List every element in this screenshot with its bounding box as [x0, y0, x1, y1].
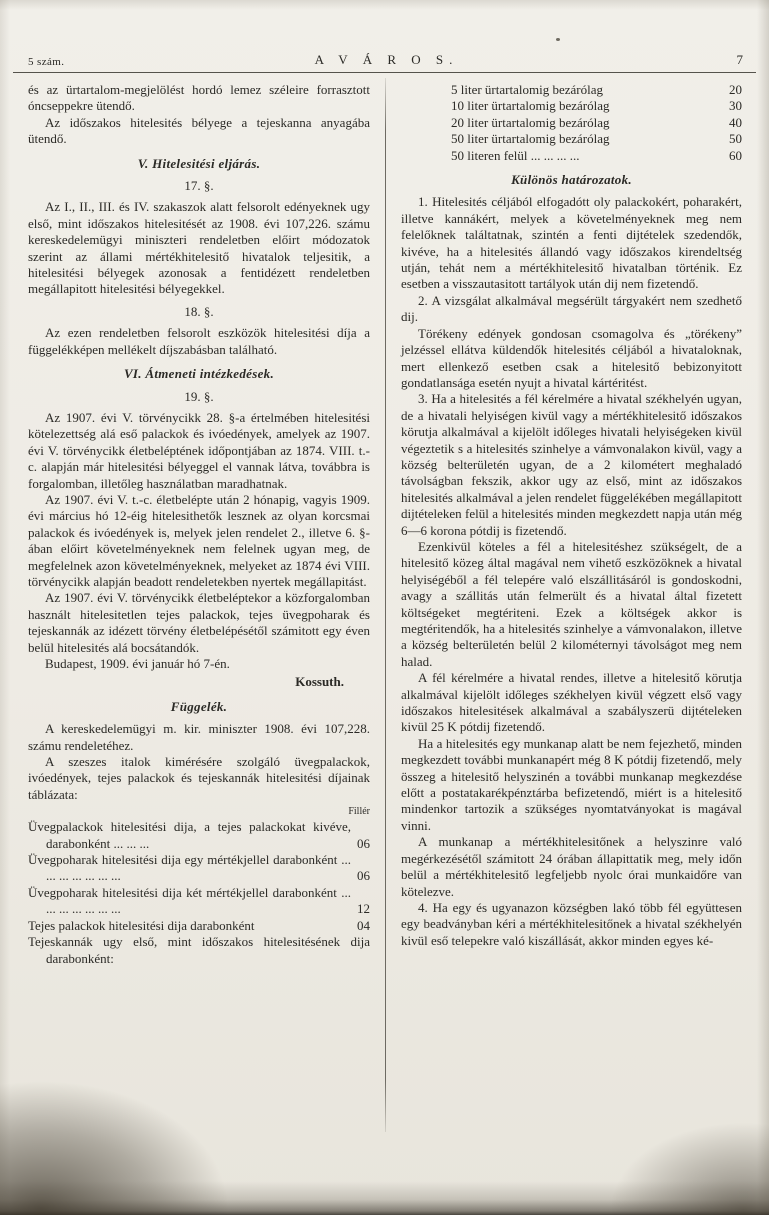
scan-shade-top: [0, 0, 769, 10]
section-heading: V. Hitelesitési eljárás.: [137, 155, 261, 171]
scan-shade-right: [757, 0, 769, 1215]
fee-item-value: 12: [357, 901, 370, 917]
paragraph: A fél kérelmére a hivatal rendes, illetve a hitelesitő körutja alkalmával kijelölt időleges székhelyen kivül végzett első vagy időszakos hitelesitések alkalmával a szabályszerü dijtételeken kivül 25 K pótdij fizetendő.: [401, 670, 742, 735]
section-heading: VI. Átmeneti intézkedések.: [123, 366, 275, 382]
fee-item-value: 04: [357, 917, 370, 933]
tariff-row: [401, 98, 742, 114]
fee-row: [28, 885, 370, 918]
section-number: 17. §.: [184, 178, 214, 194]
fee-item-text: Üvegpalackok hitelesitési dija, a tejes palackokat kivéve, darabonként ... ... ...: [28, 819, 351, 851]
paragraph: A szeszes italok kimérésére szolgáló üvegpalackok, ivóedények, tejes palackok és tejeskannák hitelesitési díjainak táblázata:: [28, 754, 370, 802]
tariff-row: [401, 148, 742, 164]
paragraph: 2. A vizsgálat alkalmával megsérült tárgyakért nem szedhető dij.: [401, 292, 742, 325]
fee-item-text: 50 liter ürtartalomig bezárólag: [451, 131, 610, 147]
fee-item-value: 20: [729, 82, 742, 97]
paragraph: Ha a hitelesités egy munkanap alatt be nem fejezhető, minden megkezdett további munkanapért még 8 K pótdij fizetendő, mely összeg a hitelesitő helyszinén a további munkanap megkezdése előtt a postatakarékpénztárba befizetendő, miért is a hitelesitő mindenkor tartozik a szükséges nyomtatványokat is magával vinni.: [401, 735, 742, 833]
issue-number: 5 szám.: [28, 56, 65, 68]
paragraph: A kereskedelemügyi m. kir. miniszter 1908. évi 107,228. számu rendeletéhez.: [28, 721, 370, 753]
tariff-row: [401, 115, 742, 131]
scan-shade-bottom: [0, 1181, 769, 1215]
scan-blot-bottom-left: [0, 1080, 230, 1215]
scan-speck: [556, 38, 560, 41]
paper-title: A V Á R O S.: [314, 52, 459, 67]
fee-item-text: 20 liter ürtartalomig bezárólag: [451, 114, 610, 130]
paragraph: Az ezen rendeletben felsorolt eszközök hitelesitési díja a függelékképen mellékelt díjszabásban található.: [28, 325, 370, 357]
section-heading: Különös határozatok.: [511, 172, 632, 188]
section-heading: Függelék.: [170, 698, 228, 714]
paragraph: Az 1907. évi V. t.-c. életbelépte után 2 hónapig, vagyis 1909. évi március hó 12-éig hitelesithetők lesznek az olyan korcsmai palackok és ivóedények is, melyek jelen rendelet 2., illetve 6. §-ában előirt követelményeknek nem felelnek ugyan meg, de megfelelnek azon követelményeknek, melyeket az 1874 évi VIII. törvénycikk alapján beadott rendeletekben nyertek megállapitást.: [28, 491, 370, 589]
paragraph: Az I., II., III. és IV. szakaszok alatt felsorolt edényeknek ugy első, mint időszakos hitelesitését az 1908. évi 107,226. számu kereskedelemügyi miniszteri rendeletben előirt módozatok szerint az állami mértékhitelesitő hivatalok teljesitik, a hitelesitési bélyegek azonosak a fentidézett rendeletben megállapitott hitelesitési bélyegekkel.: [28, 199, 370, 297]
fee-item-value: 60: [729, 147, 742, 163]
fee-item-text: 5 liter ürtartalomig bezárólag: [451, 82, 603, 97]
fee-item-value: 30: [729, 98, 742, 114]
paragraph: 4. Ha egy és ugyanazon községben lakó több fél együttesen egy beadványban kéri a mértékhitelesitőnek a hivatal székhelyén kivül eső telepekre való kiszállását, akkor minden egyes ké-: [401, 899, 742, 948]
fee-item-text: Tejes palackok hitelesitési dija darabonként: [28, 917, 255, 933]
fee-item-value: 50: [729, 131, 742, 147]
column-left: [28, 82, 370, 967]
fee-row: [28, 819, 370, 852]
paragraph: Ezenkivül köteles a fél a hitelesitéshez szükségelt, de a hitelesitő közeg által magával nem vihető eszközöknek a hivatal helyiségéből a fél telepére való elszállitásáról is gondoskodni, avagy a szállitás után felmerült és a hivatal által fizetett költségeket megtériteni. Ezek a költségek akkor is megtéritendők, ha a hitelesités szinhelye a vámvonalakon, illetve a község belterületén belül 2 kilométernyi távolságot meg nem halad.: [401, 538, 742, 669]
fee-item-text: 10 liter ürtartalomig bezárólag: [451, 98, 610, 114]
fee-row: [28, 934, 370, 967]
paragraph: Az 1907. évi V. törvénycikk 28. §-a értelmében hitelesitési kötelezettség alá eső palackok és ivóedények, amelyek az 1907. évi V. törvénycikk életbeléptének időpontjában az 1874. VIII. t.-c. alapján már hitelesitési bélyeggel el vannak látva, továbbra is forgalomban, illetőleg használatban maradhatnak.: [28, 409, 370, 491]
paragraph: 3. Ha a hitelesités a fél kérelmére a hivatal székhelyén ugyan, de a hivatali helyiségen kivül vagy a mértékhitelesitő időszakos körutja alkalmával a kijelölt időleges hivatali helyiségeken kivül végeztetik s a hitelesités szinhelye a vámvonalakon kivül, vagy a község belterületén ugyan, de a 2 kilométert meghaladó távolságban fekszik, akkor ugy az első, mint az időszakos hitelesités alkalmával a jelen rendelet függelékében megállapitott dijtételeken felül a hitelesités minden megkezdett napja után még 6—6 korona pótdij is fizetendő.: [401, 391, 742, 538]
fee-item-text: Üvegpoharak hitelesitési dija két mértékjellel darabonként ... ... ... ... ... ... ...: [28, 884, 351, 917]
tariff-row: [401, 131, 742, 147]
fee-item-value: 40: [729, 114, 742, 130]
fee-item-text: Tejeskannák ugy első, mint időszakos hitelesitésének dija darabonként:: [28, 934, 370, 966]
paragraph: és az ürtartalom-megjelölést hordó lemez széleire forrasztott óncseppekre ütendő.: [28, 82, 370, 114]
paragraph: Budapest, 1909. évi január hó 7-én.: [45, 656, 230, 671]
fee-item-value: 06: [357, 868, 370, 884]
fee-item-text: Üvegpoharak hitelesitési dija egy mértékjellel darabonként ... ... ... ... ... ... ...: [28, 852, 351, 884]
unit-label: Fillér: [348, 806, 370, 818]
header-rule: [13, 72, 756, 73]
column-right: [401, 82, 742, 949]
fee-item-text: 50 literen felül ... ... ... ...: [451, 147, 580, 163]
paragraph: Az időszakos hitelesités bélyege a tejeskanna anyagába ütendő.: [28, 114, 370, 147]
fee-row: [28, 918, 370, 934]
paragraph: Törékeny edények gondosan csomagolva és „törékeny” jelzéssel ellátva küldendők hitelesités céljából a hivataloknak, mert ellenkező esetben csak a hitelesitő bebizonyitott gondatlansága esetén nyujt a hivatal kártéritést.: [401, 325, 742, 390]
fee-row: [28, 852, 370, 885]
paragraph: A munkanap a mértékhitelesitőnek a helyszinre való megérkezésétől számitott 24 órában állapittatik meg, mely időn belül a mértékhitelesitő legfeljebb nyolc órai munkaidőre van kötelezve.: [401, 834, 742, 899]
paragraph: 1. Hitelesités céljából elfogadótt oly palackokért, poharakért, illetve kannákért, melyek a követelményeknek meg nem felelőknek találtatnak, szintén a fenti dijtételek szedendők, kivéve, ha a hitelesités állandó vagy időszakos kirendeltség utján, tehát nem a mértékhitelesitő hivatalban történik. Ez esetben a visszautasitott tartályok után dij nem fizetendő.: [401, 194, 742, 292]
paragraph: Az 1907. évi V. törvénycikk életbeléptekor a közforgalomban használt hitelesitetlen tejes palackok, tejes üvegpoharak és tejeskannák az idézett törvény életbelépésétől számitott egy éven belül hitelesités alá bocsátandók.: [28, 590, 370, 655]
scan-blot-bottom-right: [599, 1115, 769, 1215]
signature: Kossuth.: [295, 674, 344, 690]
section-number: 18. §.: [184, 303, 214, 319]
tariff-row: [401, 82, 742, 98]
column-divider: [385, 78, 386, 1132]
scan-shade-left: [0, 0, 10, 1215]
masthead: [28, 48, 745, 70]
page-number: 7: [736, 52, 743, 67]
fee-item-value: 06: [357, 835, 370, 851]
section-number: 19. §.: [184, 388, 214, 404]
